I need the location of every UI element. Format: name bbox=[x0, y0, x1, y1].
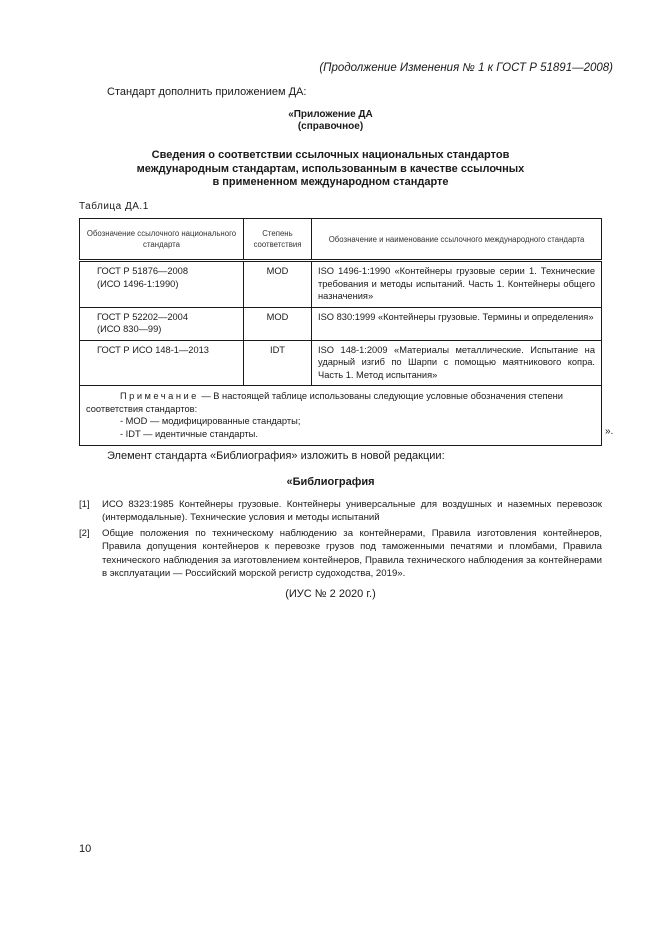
international-standard-cell: ISO 830:1999 «Контейнеры грузовые. Термины и определения» bbox=[312, 307, 602, 340]
column-header-national: Обозначение ссылочного национального стандарта bbox=[80, 219, 244, 261]
bibliography-item-number: [1] bbox=[79, 499, 90, 510]
appendix-title: «Приложение ДА bbox=[288, 109, 373, 120]
degree-cell: MOD bbox=[244, 261, 312, 308]
table-note-row bbox=[80, 386, 602, 446]
bibliography-item bbox=[79, 527, 602, 580]
table-header-row bbox=[80, 219, 602, 261]
degree-cell: MOD bbox=[244, 307, 312, 340]
table-row bbox=[80, 307, 602, 340]
bibliography-item-text: ИСО 8323:1985 Контейнеры грузовые. Контейнеры универсальные для воздушных и наземных перевозок (интермодальные). Технические условия и методы испытаний bbox=[102, 499, 602, 524]
national-standard-code: ГОСТ Р 52202—2004 bbox=[97, 311, 189, 322]
title-line: Сведения о соответствии ссылочных национальных стандартов bbox=[151, 149, 510, 161]
national-standard-cell bbox=[80, 340, 244, 386]
appendix-subtitle: (справочное) bbox=[297, 121, 364, 132]
note-label: Примечание bbox=[120, 391, 199, 401]
title-line: в примененном международном стандарте bbox=[212, 176, 449, 188]
table-row bbox=[80, 261, 602, 308]
appendix-main-title bbox=[0, 149, 661, 190]
national-standard-code: ГОСТ Р 51876—2008 bbox=[97, 266, 189, 276]
note-item: - MOD — модифицированные стандарты; bbox=[120, 416, 301, 426]
note-item: - IDT — идентичные стандарты. bbox=[120, 428, 258, 439]
national-standard-code: ГОСТ Р ИСО 148-1—2013 bbox=[97, 344, 209, 355]
national-standard-ref: (ИСО 830—99) bbox=[97, 324, 162, 334]
degree-cell: IDT bbox=[244, 340, 312, 386]
national-standard-ref: (ИСО 1496-1:1990) bbox=[97, 278, 179, 289]
column-header-degree: Степень соответствия bbox=[244, 219, 312, 261]
correspondence-table bbox=[79, 218, 602, 446]
national-standard-cell bbox=[80, 261, 244, 308]
bibliography-item bbox=[79, 498, 602, 525]
document-header: (Продолжение Изменения № 1 к ГОСТ Р 51891—2008) bbox=[319, 62, 613, 74]
table-caption: Таблица ДА.1 bbox=[79, 201, 149, 212]
international-standard-cell: ISO 148-1:2009 «Материалы металлические. Испытание на ударный изгиб по Шарпи с помощью маятникового копра. Часть 1. Метод испытания» bbox=[312, 340, 602, 386]
bibliography-item-text: Общие положения по техническому наблюдению за контейнерами, Правила изготовления контейнеров, Правила допущения контейнеров к перевозке грузов под таможенными печатями и пломбами, Правила технического наблюдения за изготовлением контейнеров, Правила технического наблюдения за контейнерами в эксплуатации — Российский морской регистр судоходства, 2019». bbox=[102, 528, 602, 579]
appendix-heading bbox=[0, 109, 661, 133]
national-standard-cell bbox=[80, 307, 244, 340]
table-row bbox=[80, 340, 602, 386]
bibliography-instruction: Элемент стандарта «Библиография» изложить в новой редакции: bbox=[107, 450, 445, 462]
note-text: — В настоящей таблице использованы следующие условные обозначения степени соответствия стандартов: bbox=[86, 391, 563, 414]
table-closing-quote: ». bbox=[605, 426, 614, 437]
table-note bbox=[80, 386, 602, 446]
page-number: 10 bbox=[79, 843, 92, 855]
bibliography-item-number: [2] bbox=[79, 528, 90, 539]
international-standard-cell: ISO 1496-1:1990 «Контейнеры грузовые серии 1. Технические требования и методы испытаний. Часть 1. Контейнеры общего назначения» bbox=[312, 261, 602, 308]
title-line: международным стандартам, использованным в качестве ссылочных bbox=[136, 162, 525, 175]
intro-text: Стандарт дополнить приложением ДА: bbox=[107, 86, 307, 98]
ius-reference: (ИУС № 2 2020 г.) bbox=[285, 588, 376, 600]
column-header-international: Обозначение и наименование ссылочного международного стандарта bbox=[312, 219, 602, 261]
bibliography-title: «Библиография bbox=[286, 476, 375, 488]
